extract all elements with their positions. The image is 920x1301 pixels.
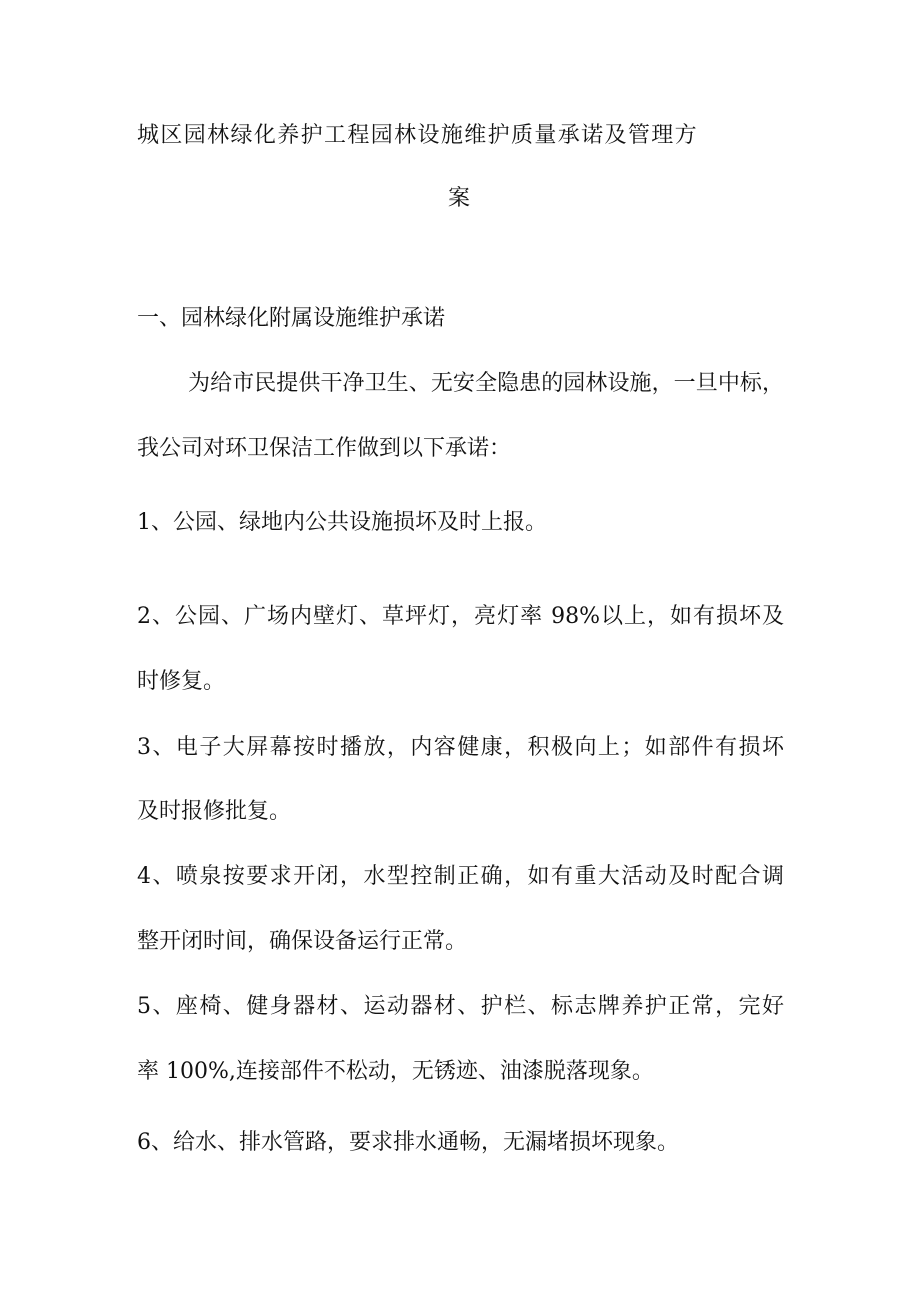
list-item-2-line-1: 2、公园、广场内壁灯、草坪灯，亮灯率 98%以上，如有损坏及 xyxy=(137,604,784,629)
intro-paragraph-line-1: 为给市民提供干净卫生、无安全隐患的园林设施，一旦中标， xyxy=(188,371,784,396)
list-item-3-line-1: 3、电子大屏幕按时播放，内容健康，积极向上；如部件有损坏 xyxy=(137,735,784,760)
intro-paragraph-line-2: 我公司对环卫保洁工作做到以下承诺： xyxy=(137,436,512,461)
list-item-5-line-1: 5、座椅、健身器材、运动器材、护栏、标志牌养护正常，完好 xyxy=(137,994,784,1019)
list-item-1: 1、公园、绿地内公共设施损坏及时上报。 xyxy=(137,510,547,535)
list-item-5-line-2: 率 100%,连接部件不松动，无锈迹、油漆脱落现象。 xyxy=(137,1059,654,1084)
list-item-3-line-2: 及时报修批复。 xyxy=(137,799,292,824)
list-item-2-line-2: 时修复。 xyxy=(137,669,226,694)
list-item-4-line-2: 整开闭时间，确保设备运行正常。 xyxy=(137,929,468,954)
list-item-6: 6、给水、排水管路，要求排水通畅，无漏堵损坏现象。 xyxy=(137,1130,679,1155)
list-item-4-line-1: 4、喷泉按要求开闭，水型控制正确，如有重大活动及时配合调 xyxy=(137,864,784,889)
document-title-line-2: 案 xyxy=(448,186,471,211)
section-heading: 一、园林绿化附属设施维护承诺 xyxy=(137,306,446,331)
document-title-line-1: 城区园林绿化养护工程园林设施维护质量承诺及管理方 xyxy=(137,123,697,148)
